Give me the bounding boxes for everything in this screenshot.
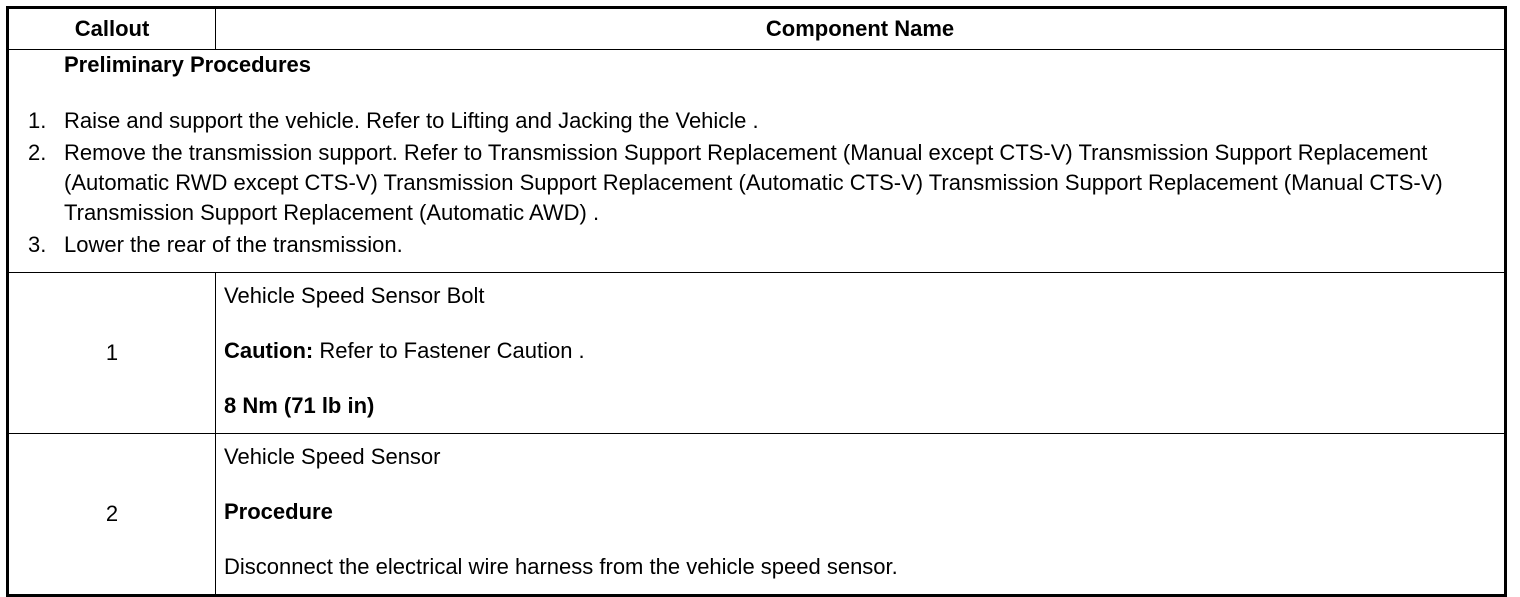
- step-number: 1.: [28, 108, 47, 133]
- header-row: [8, 8, 1506, 50]
- step-text: Raise and support the vehicle. Refer to Lifting and Jacking the Vehicle .: [64, 108, 759, 133]
- table-row: [8, 434, 1506, 596]
- preliminary-cell: [8, 50, 1506, 273]
- callout-cell: 1: [8, 273, 216, 434]
- torque-spec: 8 Nm (71 lb in): [224, 393, 375, 418]
- caution-label: Caution:: [224, 338, 314, 363]
- procedure-text: Disconnect the electrical wire harness from the vehicle speed sensor.: [224, 554, 898, 579]
- step-item: [9, 106, 1504, 136]
- preliminary-steps: [9, 106, 1504, 260]
- component-name: Vehicle Speed Sensor: [224, 444, 441, 469]
- step-text: Remove the transmission support. Refer to Transmission Support Replacement (Manual except CTS-V) Transmission Support Replacement (Automatic RWD except CTS-V) Transmission Support Replacement (Automatic CTS-V) Transmission Support Replacement (Manual CTS-V) Transmission Support Replacement (Automatic AWD) .: [64, 140, 1443, 225]
- step-item: [9, 138, 1504, 228]
- preliminary-row: [8, 50, 1506, 273]
- step-item: [9, 230, 1504, 260]
- step-number: 3.: [28, 232, 47, 257]
- caution-line: [224, 336, 1494, 366]
- component-cell: [216, 434, 1506, 596]
- table-row: [8, 273, 1506, 434]
- procedure-table: [6, 6, 1507, 597]
- callout-cell: 2: [8, 434, 216, 596]
- component-name-header: Component Name: [216, 8, 1506, 50]
- preliminary-title: Preliminary Procedures: [64, 52, 312, 77]
- caution-text: Refer to Fastener Caution .: [313, 338, 585, 363]
- procedure-label: Procedure: [224, 499, 333, 524]
- component-cell: [216, 273, 1506, 434]
- callout-header: Callout: [8, 8, 216, 50]
- step-number: 2.: [28, 140, 47, 165]
- step-text: Lower the rear of the transmission.: [64, 232, 403, 257]
- component-name: Vehicle Speed Sensor Bolt: [224, 283, 485, 308]
